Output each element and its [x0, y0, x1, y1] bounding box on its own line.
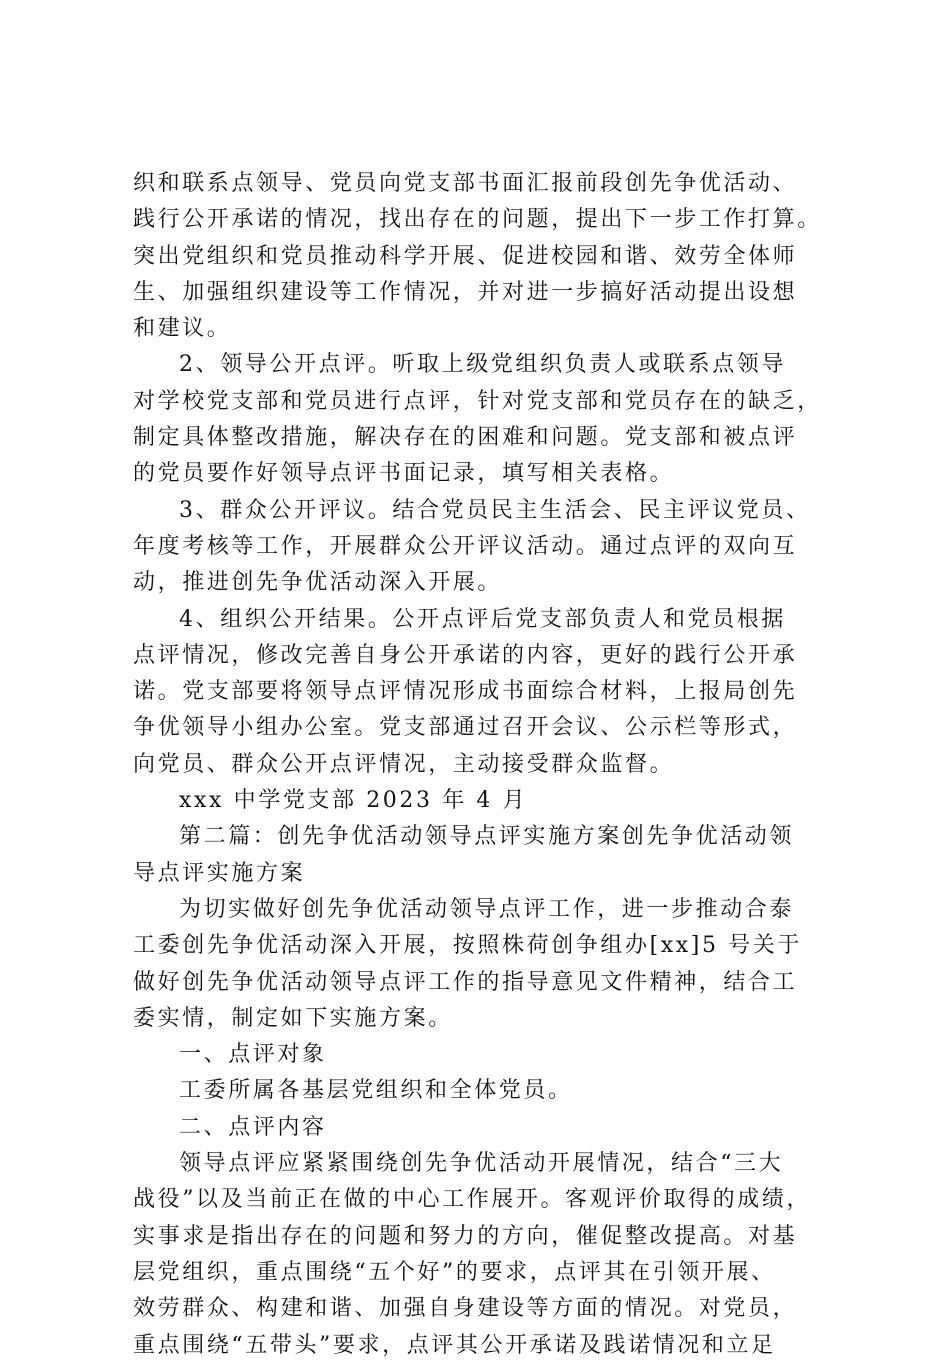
text-line: 重点围绕“五带头”要求，点评其公开承诺及践诺情况和立足: [133, 1332, 776, 1358]
text-line: 工委所属各基层党组织和全体党员。: [179, 1078, 573, 1104]
text-line: 织和联系点领导、党员向党支部书面汇报前段创先争优活动、: [133, 171, 798, 196]
text-line: 对学校党支部和党员进行点评，针对党支部和党员存在的缺乏，: [133, 388, 822, 414]
text-line: 战役”以及当前正在做的中心工作展开。客观评价取得的成绩，: [133, 1187, 812, 1213]
text-line: 诺。党支部要将领导点评情况形成书面综合材料，上报局创先: [133, 679, 798, 705]
text-line: 做好创先争优活动领导点评工作的指导意见文件精神，结合工: [133, 969, 798, 995]
text-line: 和建议。: [133, 316, 232, 342]
text-line: 实事求是指出存在的问题和努力的方向，催促整改提高。对基: [133, 1223, 798, 1249]
text-line: 4、组织公开结果。公开点评后党支部负责人和党员根据: [179, 606, 786, 632]
text-line: 突出党组织和党员推动科学开展、促进校园和谐、效劳全体师: [133, 243, 798, 269]
text-line: 向党员、群众公开点评情况，主动接受群众监督。: [133, 751, 675, 777]
text-line: 为切实做好创先争优活动领导点评工作，进一步推动合泰: [179, 896, 795, 922]
text-line: 委实情，制定如下实施方案。: [133, 1005, 453, 1031]
text-line: 制定具体整改措施，解决存在的困难和问题。党支部和被点评: [133, 425, 798, 451]
text-line: 2、领导公开点评。听取上级党组织负责人或联系点领导: [179, 352, 786, 378]
text-line: 的党员要作好领导点评书面记录，填写相关表格。: [133, 461, 675, 487]
text-line: 一、点评对象: [179, 1042, 327, 1068]
text-line: 争优领导小组办公室。党支部通过召开会议、公示栏等形式，: [133, 715, 798, 741]
text-line: 层党组织，重点围绕“五个好”的要求，点评其在引领开展、: [133, 1259, 776, 1285]
text-line: 效劳群众、构建和谐、加强自身建设等方面的情况。对党员，: [133, 1296, 798, 1322]
text-line: 年度考核等工作，开展群众公开评议活动。通过点评的双向互: [133, 533, 798, 559]
text-line: 生、加强组织建设等工作情况，并对进一步搞好活动提出设想: [133, 279, 798, 305]
text-line: 二、点评内容: [179, 1114, 327, 1140]
text-line: 导点评实施方案: [133, 860, 306, 886]
text-line: 第二篇：创先争优活动领导点评实施方案创先争优活动领: [179, 824, 795, 850]
text-line: 点评情况，修改完善自身公开承诺的内容，更好的践行公开承: [133, 642, 798, 668]
document-body: [133, 166, 833, 1364]
text-line: 领导点评应紧紧围绕创先争优活动开展情况，结合“三大: [179, 1151, 784, 1177]
text-line: 工委创先争优活动深入开展，按照株荷创争组办[xx]5 号关于: [133, 933, 802, 959]
text-line: 践行公开承诺的情况，找出存在的问题，提出下一步工作打算。: [133, 207, 822, 233]
text-line: 动，推进创先争优活动深入开展。: [133, 570, 503, 596]
text-line: 3、群众公开评议。结合党员民主生活会、民主评议党员、: [179, 497, 811, 523]
text-line: xxx 中学党支部 2023 年 4 月: [179, 788, 528, 814]
